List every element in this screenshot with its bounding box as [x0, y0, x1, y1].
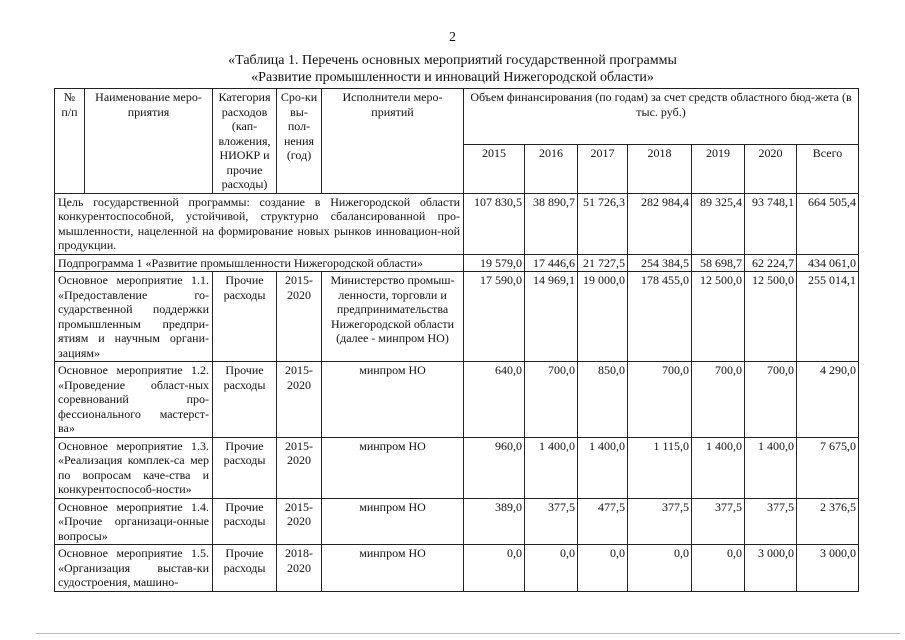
activity-category: Прочие расходы	[213, 362, 277, 438]
value-cell: 7 675,0	[797, 437, 859, 498]
goal-row	[55, 193, 859, 254]
activity-terms: 2015-2020	[277, 498, 322, 545]
value-cell: 389,0	[464, 498, 525, 545]
header-year: 2019	[692, 144, 745, 193]
value-cell: 255 014,1	[797, 272, 859, 362]
value-cell: 0,0	[628, 545, 692, 592]
value-cell: 93 748,1	[745, 193, 797, 254]
value-cell: 434 061,0	[797, 254, 859, 272]
header-category: Категория расходов (кап-вложения, НИОКР и прочие расходы)	[213, 89, 277, 194]
activity-name: Основное мероприятие 1.3. «Реализация комплек-са мер по вопросам каче-ства и конкурентоспособ-ности»	[55, 437, 213, 498]
activity-name: Основное мероприятие 1.5. «Организация выстав-ки судостроения, машино-	[55, 545, 213, 592]
value-cell: 377,5	[525, 498, 578, 545]
value-cell: 850,0	[578, 362, 628, 438]
value-cell: 38 890,7	[525, 193, 578, 254]
activity-row	[55, 437, 859, 498]
header-executors: Исполнители меро-приятий	[322, 89, 464, 194]
activity-name: Основное мероприятие 1.4. «Прочие организаци-онные вопросы»	[55, 498, 213, 545]
header-total: Всего	[797, 144, 859, 193]
value-cell: 62 224,7	[745, 254, 797, 272]
activity-terms: 2015-2020	[277, 362, 322, 438]
activity-terms: 2018-2020	[277, 545, 322, 592]
activity-executor: минпром НО	[322, 362, 464, 438]
header-financing: Объем финансирования (по годам) за счет средств областного бюд-жета (в тыс. руб.)	[464, 89, 859, 145]
value-cell: 51 726,3	[578, 193, 628, 254]
activity-category: Прочие расходы	[213, 437, 277, 498]
value-cell: 377,5	[692, 498, 745, 545]
table-title	[0, 52, 905, 86]
goal-text: Цель государственной программы: создание в Нижегородской области конкурентоспособной, устойчивой, структурно сбалансированной про-мышленности, нацеленной на формирование новых рынков инновацион-ной продукции.	[55, 193, 464, 254]
value-cell: 1 400,0	[578, 437, 628, 498]
activity-executor: Министерство промыш-ленности, торговли и предпринимательства Нижегородской области (далее - минпром НО)	[322, 272, 464, 362]
title-line-1: «Таблица 1. Перечень основных мероприятий государственной программы	[228, 53, 677, 68]
value-cell: 1 115,0	[628, 437, 692, 498]
title-line-2: «Развитие промышленности и инноваций Нижегородской области»	[251, 70, 654, 85]
value-cell: 12 500,0	[692, 272, 745, 362]
value-cell: 700,0	[745, 362, 797, 438]
value-cell: 107 830,5	[464, 193, 525, 254]
header-year: 2016	[525, 144, 578, 193]
value-cell: 664 505,4	[797, 193, 859, 254]
value-cell: 89 325,4	[692, 193, 745, 254]
value-cell: 960,0	[464, 437, 525, 498]
value-cell: 178 455,0	[628, 272, 692, 362]
value-cell: 17 590,0	[464, 272, 525, 362]
value-cell: 58 698,7	[692, 254, 745, 272]
program-activities-table	[54, 88, 859, 592]
value-cell: 12 500,0	[745, 272, 797, 362]
value-cell: 1 400,0	[745, 437, 797, 498]
activity-executor: минпром НО	[322, 545, 464, 592]
value-cell: 377,5	[745, 498, 797, 545]
header-num: № п/п	[55, 89, 85, 194]
activity-executor: минпром НО	[322, 437, 464, 498]
value-cell: 1 400,0	[525, 437, 578, 498]
header-row	[55, 89, 859, 145]
value-cell: 254 384,5	[628, 254, 692, 272]
activity-category: Прочие расходы	[213, 545, 277, 592]
value-cell: 21 727,5	[578, 254, 628, 272]
value-cell: 700,0	[525, 362, 578, 438]
activity-row	[55, 545, 859, 592]
activity-row	[55, 362, 859, 438]
value-cell: 2 376,5	[797, 498, 859, 545]
value-cell: 700,0	[628, 362, 692, 438]
value-cell: 19 579,0	[464, 254, 525, 272]
subprogram-text: Подпрограмма 1 «Развитие промышленности Нижегородской области»	[55, 254, 464, 272]
value-cell: 1 400,0	[692, 437, 745, 498]
header-year: 2018	[628, 144, 692, 193]
value-cell: 0,0	[525, 545, 578, 592]
subprogram-row	[55, 254, 859, 272]
value-cell: 282 984,4	[628, 193, 692, 254]
value-cell: 17 446,6	[525, 254, 578, 272]
value-cell: 0,0	[692, 545, 745, 592]
value-cell: 477,5	[578, 498, 628, 545]
value-cell: 3 000,0	[797, 545, 859, 592]
activity-terms: 2015-2020	[277, 272, 322, 362]
value-cell: 19 000,0	[578, 272, 628, 362]
value-cell: 377,5	[628, 498, 692, 545]
activity-row	[55, 498, 859, 545]
value-cell: 700,0	[692, 362, 745, 438]
value-cell: 640,0	[464, 362, 525, 438]
activity-category: Прочие расходы	[213, 272, 277, 362]
activity-name: Основное мероприятие 1.1. «Предоставление го-сударственной поддержки промышленным предпри-ятиям и научным органи-зациям»	[55, 272, 213, 362]
value-cell: 0,0	[464, 545, 525, 592]
header-year: 2015	[464, 144, 525, 193]
value-cell: 3 000,0	[745, 545, 797, 592]
page-bottom-line	[36, 633, 900, 634]
activity-executor: минпром НО	[322, 498, 464, 545]
header-terms: Сро-ки вы-пол-нения (год)	[277, 89, 322, 194]
page-number: 2	[449, 30, 456, 45]
value-cell: 0,0	[578, 545, 628, 592]
activity-row	[55, 272, 859, 362]
value-cell: 4 290,0	[797, 362, 859, 438]
header-year: 2017	[578, 144, 628, 193]
activity-terms: 2015-2020	[277, 437, 322, 498]
value-cell: 14 969,1	[525, 272, 578, 362]
header-year: 2020	[745, 144, 797, 193]
activity-name: Основное мероприятие 1.2. «Проведение област-ных соревнований про-фессионального мастерст-ва»	[55, 362, 213, 438]
activity-category: Прочие расходы	[213, 498, 277, 545]
header-name: Наименование меро-приятия	[85, 89, 213, 194]
